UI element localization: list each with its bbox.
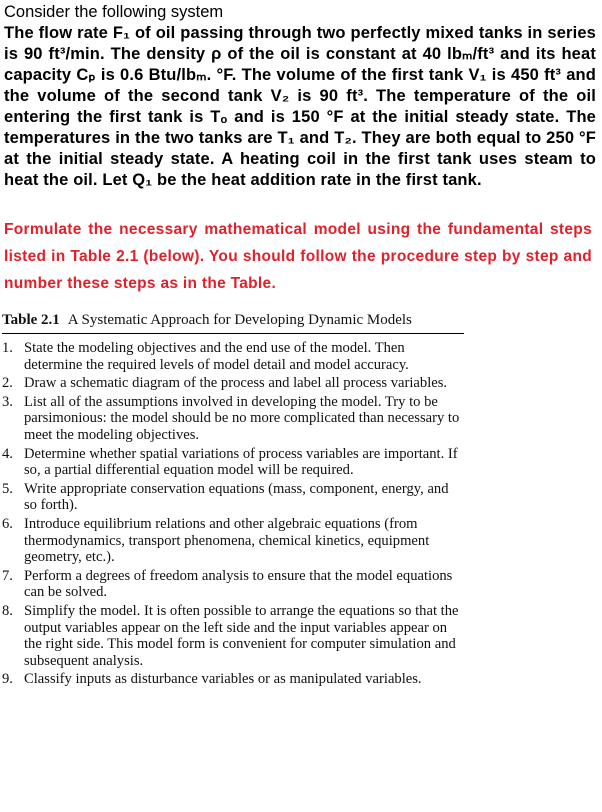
step-number: 1. bbox=[2, 340, 13, 356]
step-text: State the modeling objectives and the end use of the model. Then determine the required levels of model detail and model accuracy. bbox=[24, 340, 409, 373]
step-number: 8. bbox=[2, 602, 13, 619]
problem-statement bbox=[4, 2, 596, 191]
step-number: 4. bbox=[2, 445, 13, 462]
step-item bbox=[2, 516, 464, 566]
step-text: Classify inputs as disturbance variables or as manipulated variables. bbox=[24, 671, 422, 688]
step-text: Write appropriate conservation equations (mass, component, energy, and so forth). bbox=[24, 480, 449, 514]
step-number: 6. bbox=[2, 515, 13, 532]
step-item bbox=[2, 671, 464, 688]
step-text: Perform a degrees of freedom analysis to ensure that the model equations can be solved. bbox=[24, 567, 453, 601]
table-title: A Systematic Approach for Developing Dynamic Models bbox=[67, 312, 412, 328]
step-item bbox=[2, 394, 464, 444]
step-item bbox=[2, 481, 464, 514]
task-instructions: Formulate the necessary mathematical model using the fundamental steps listed in Table 2.1 (below). You should follow the procedure step by step and number these steps as in the Table. bbox=[4, 221, 592, 292]
step-text: Draw a schematic diagram of the process and label all process variables. bbox=[24, 375, 448, 392]
table-rule bbox=[2, 333, 464, 334]
table-2-1 bbox=[2, 312, 464, 690]
step-item bbox=[2, 375, 464, 392]
step-text: Determine whether spatial variations of process variables are important. If so, a partial differential equation model will be required. bbox=[24, 445, 458, 479]
step-number: 2. bbox=[2, 375, 13, 392]
step-text: List all of the assumptions involved in developing the model. Try to be parsimonious: the model should be no more complicated than necessary to meet the modeling objectives. bbox=[24, 393, 460, 443]
steps-list bbox=[2, 340, 464, 688]
step-number: 9. bbox=[2, 671, 13, 688]
step-item bbox=[2, 340, 464, 373]
problem-text: The flow rate F₁ of oil passing through two perfectly mixed tanks in series is 90 ft³/min. The density ρ of the oil is constant at 40 lbₘ/ft³ and its heat capacity Cₚ is 0.6 Btu/lbₘ. °F. The volume of the first tank V₁ is 450 ft³ and the volume of the second tank V₂ is 90 ft³. The temperature of the oil entering the first tank is Tₒ and is 150 °F at the initial steady state. The temperatures in the two tanks are T₁ and T₂. They are both equal to 250 °F at the initial steady state. A heating coil in the first tank uses steam to heat the oil. Let Q₁ be the heat addition rate in the first tank. bbox=[4, 24, 596, 189]
step-item bbox=[2, 446, 464, 479]
step-number: 5. bbox=[2, 480, 13, 497]
step-text: Introduce equilibrium relations and other algebraic equations (from thermodynamics, transport phenomena, chemical kinetics, equipment geometry, etc.). bbox=[24, 515, 430, 566]
step-number: 3. bbox=[2, 393, 13, 410]
table-label: Table 2.1 bbox=[2, 312, 60, 328]
step-item bbox=[2, 603, 464, 669]
step-item bbox=[2, 568, 464, 601]
step-text: Simplify the model. It is often possible to arrange the equations so that the output variables appear on the left side and the input variables appear on the right side. This model form is convenient for computer simulation and subsequent analysis. bbox=[24, 602, 459, 669]
table-caption bbox=[2, 312, 464, 331]
step-number: 7. bbox=[2, 567, 13, 584]
intro-lead: Consider the following system bbox=[4, 3, 224, 21]
